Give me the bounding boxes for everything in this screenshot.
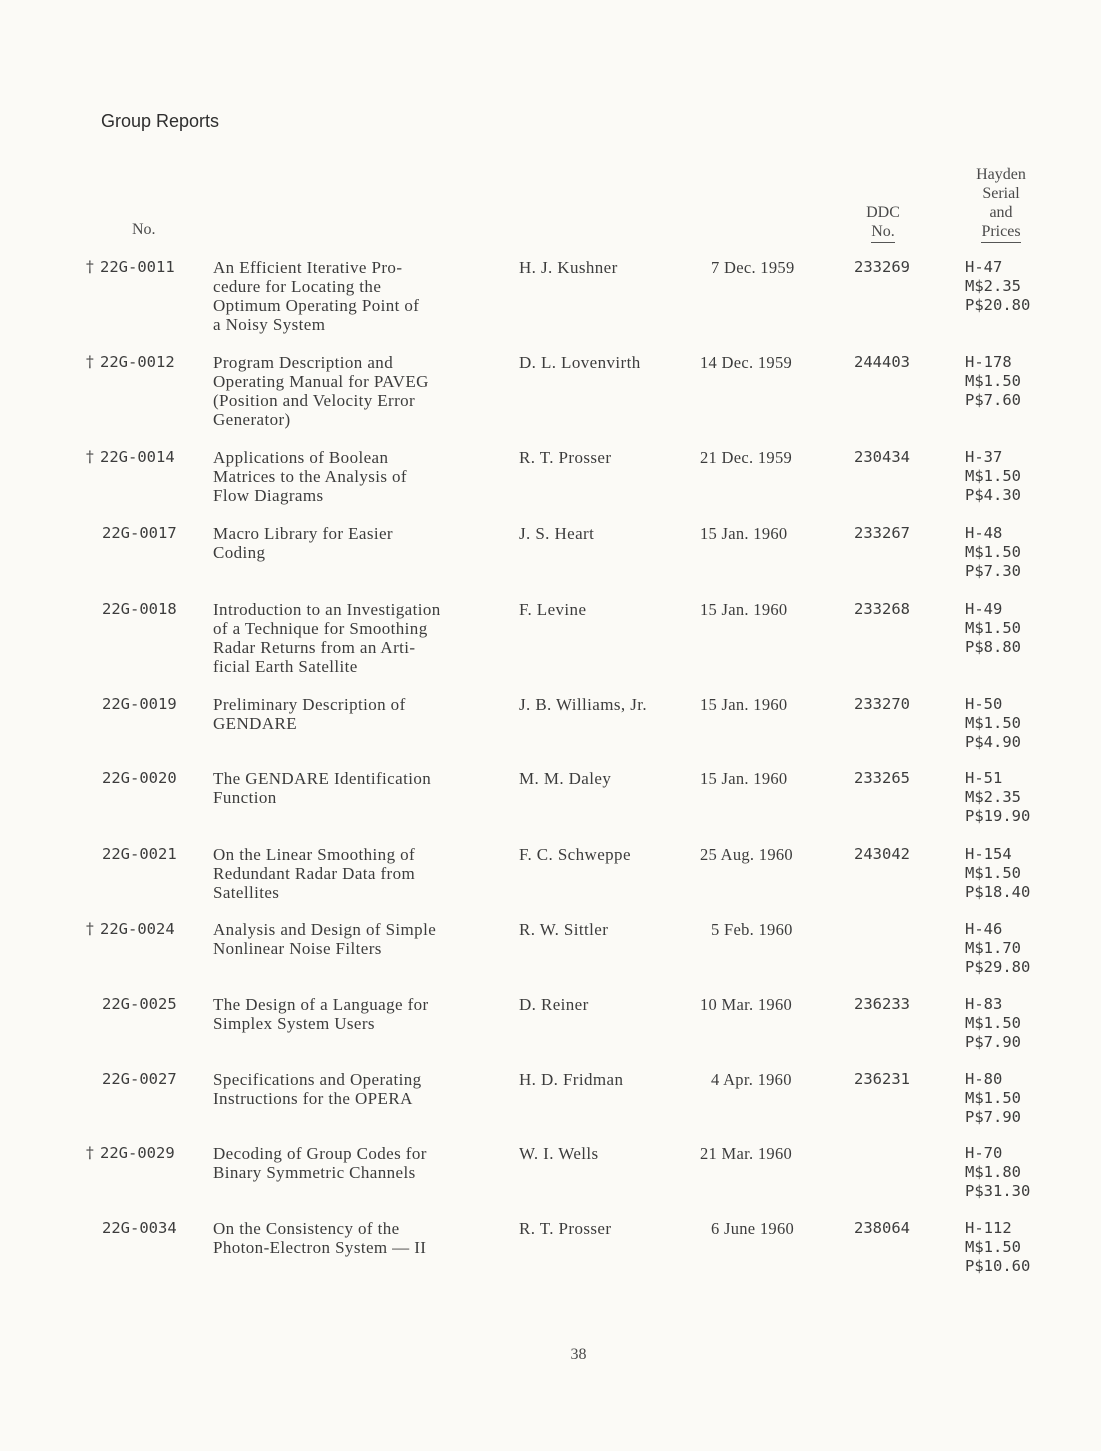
hayden-prices: H-178 M$1.50 P$7.60 [965, 353, 1021, 409]
hayden-prices: H-83 M$1.50 P$7.90 [965, 995, 1021, 1051]
ddc-number: 233267 [854, 524, 910, 542]
dagger-mark: † [86, 920, 94, 938]
report-title: Applications of Boolean Matrices to the Analysis of Flow Diagrams [213, 448, 407, 505]
ddc-number: 233268 [854, 600, 910, 618]
ddc-number: 233265 [854, 769, 910, 787]
column-header-hayden [958, 165, 1044, 243]
report-date: 6 June 1960 [711, 1219, 795, 1238]
hayden-prices: H-48 M$1.50 P$7.30 [965, 524, 1021, 580]
report-author: R. T. Prosser [519, 448, 612, 467]
report-number: † 22G-0029 [86, 1144, 175, 1162]
report-number: 22G-0020 [102, 769, 177, 787]
hayden-header-line: Serial [982, 185, 1020, 202]
report-title: Program Description and Operating Manual for PAVEG (Position and Velocity Error Generator) [213, 353, 429, 429]
hayden-prices: H-80 M$1.50 P$7.90 [965, 1070, 1021, 1126]
report-date: 15 Jan. 1960 [700, 524, 788, 543]
report-title: The GENDARE Identification Function [213, 769, 432, 807]
report-title: On the Consistency of the Photon-Electron System — II [213, 1219, 427, 1257]
hayden-prices: H-51 M$2.35 P$19.90 [965, 769, 1031, 825]
column-header-no: No. [132, 221, 156, 238]
report-date: 4 Apr. 1960 [711, 1070, 792, 1089]
ddc-number: 244403 [854, 353, 910, 371]
report-date: 21 Mar. 1960 [700, 1144, 793, 1163]
report-title: On the Linear Smoothing of Redundant Radar Data from Satellites [213, 845, 416, 902]
dagger-mark: † [86, 353, 94, 371]
report-author: M. M. Daley [519, 769, 612, 788]
report-date: 10 Mar. 1960 [700, 995, 793, 1014]
report-title: Macro Library for Easier Coding [213, 524, 393, 562]
report-author: J. S. Heart [519, 524, 595, 543]
report-date: 7 Dec. 1959 [711, 258, 795, 277]
hayden-prices: H-49 M$1.50 P$8.80 [965, 600, 1021, 656]
report-author: H. J. Kushner [519, 258, 618, 277]
report-number: † 22G-0014 [86, 448, 175, 466]
page-number: 38 [570, 1346, 587, 1363]
report-number: 22G-0019 [102, 695, 177, 713]
ddc-number: 230434 [854, 448, 910, 466]
hayden-prices: H-46 M$1.70 P$29.80 [965, 920, 1031, 976]
report-title: Preliminary Description of GENDARE [213, 695, 406, 733]
report-author: R. W. Sittler [519, 920, 609, 939]
hayden-header-line: and [989, 204, 1013, 221]
report-number: 22G-0027 [102, 1070, 177, 1088]
report-author: H. D. Fridman [519, 1070, 624, 1089]
report-title: Specifications and Operating Instructions for the OPERA [213, 1070, 422, 1108]
report-number: 22G-0034 [102, 1219, 177, 1237]
hayden-prices: H-47 M$2.35 P$20.80 [965, 258, 1031, 314]
report-author: D. L. Lovenvirth [519, 353, 641, 372]
report-title: The Design of a Language for Simplex System Users [213, 995, 429, 1033]
report-date: 21 Dec. 1959 [700, 448, 793, 467]
column-header-ddc [858, 203, 908, 243]
report-number: 22G-0025 [102, 995, 177, 1013]
report-title: Decoding of Group Codes for Binary Symmetric Channels [213, 1144, 427, 1182]
report-title: Introduction to an Investigation of a Technique for Smoothing Radar Returns from an Arti- ficial Earth Satellite [213, 600, 441, 676]
report-author: J. B. Williams, Jr. [519, 695, 647, 714]
dagger-mark: † [86, 448, 94, 466]
report-number: † 22G-0011 [86, 258, 175, 276]
report-number: † 22G-0012 [86, 353, 175, 371]
hayden-header-line: Prices [981, 222, 1020, 243]
ddc-number: 238064 [854, 1219, 910, 1237]
report-author: R. T. Prosser [519, 1219, 612, 1238]
report-number: 22G-0021 [102, 845, 177, 863]
hayden-header-line: Hayden [976, 166, 1026, 183]
hayden-prices: H-154 M$1.50 P$18.40 [965, 845, 1031, 901]
hayden-prices: H-37 M$1.50 P$4.30 [965, 448, 1021, 504]
report-number: 22G-0018 [102, 600, 177, 618]
hayden-prices: H-70 M$1.80 P$31.30 [965, 1144, 1031, 1200]
ddc-header-line: No. [871, 222, 895, 243]
hayden-prices: H-50 M$1.50 P$4.90 [965, 695, 1021, 751]
hayden-prices: H-112 M$1.50 P$10.60 [965, 1219, 1031, 1275]
report-date: 15 Jan. 1960 [700, 769, 788, 788]
report-title: An Efficient Iterative Pro- cedure for Locating the Optimum Operating Point of a Noisy System [213, 258, 420, 334]
section-title: Group Reports [101, 111, 220, 131]
report-author: W. I. Wells [519, 1144, 599, 1163]
report-date: 25 Aug. 1960 [700, 845, 793, 864]
report-number: 22G-0017 [102, 524, 177, 542]
report-number: † 22G-0024 [86, 920, 175, 938]
ddc-number: 233269 [854, 258, 910, 276]
report-date: 15 Jan. 1960 [700, 600, 788, 619]
report-date: 5 Feb. 1960 [711, 920, 793, 939]
report-author: F. Levine [519, 600, 587, 619]
report-author: D. Reiner [519, 995, 589, 1014]
report-date: 15 Jan. 1960 [700, 695, 788, 714]
ddc-number: 236231 [854, 1070, 910, 1088]
dagger-mark: † [86, 258, 94, 276]
report-author: F. C. Schweppe [519, 845, 631, 864]
dagger-mark: † [86, 1144, 94, 1162]
ddc-number: 243042 [854, 845, 910, 863]
ddc-header-line: DDC [866, 204, 900, 221]
ddc-number: 236233 [854, 995, 910, 1013]
ddc-number: 233270 [854, 695, 910, 713]
report-date: 14 Dec. 1959 [700, 353, 793, 372]
report-title: Analysis and Design of Simple Nonlinear Noise Filters [213, 920, 437, 958]
